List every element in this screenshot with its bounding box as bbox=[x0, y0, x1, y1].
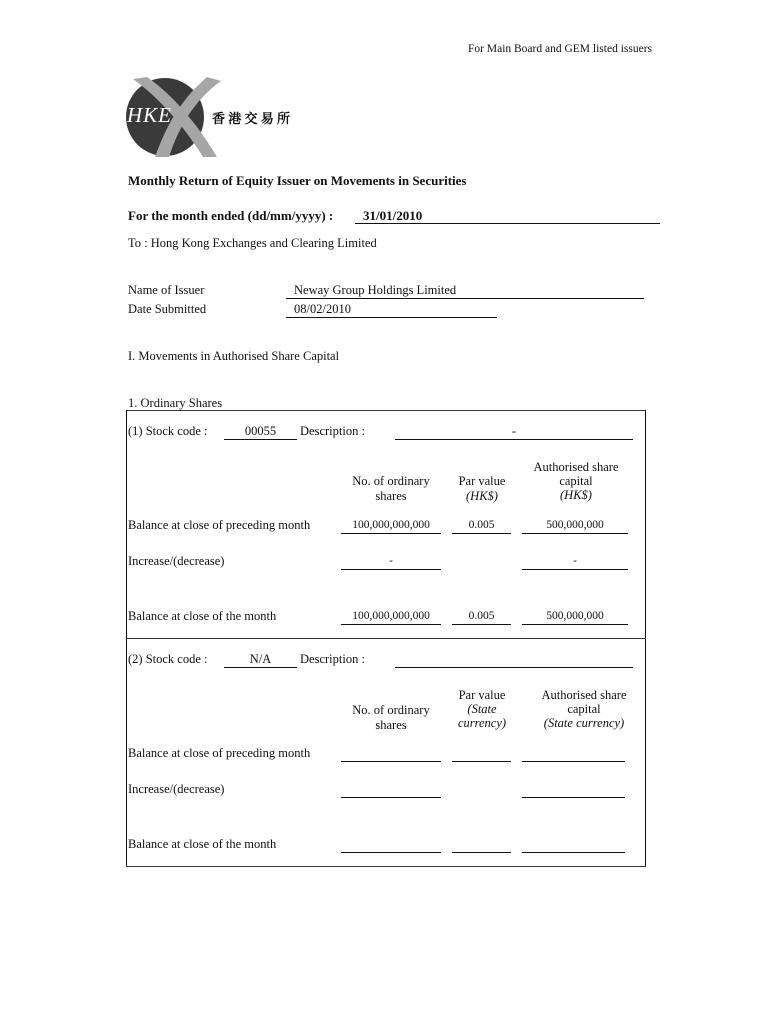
row-shares-underline bbox=[341, 624, 441, 625]
document-title: Monthly Return of Equity Issuer on Movements in Securities bbox=[128, 173, 467, 188]
header-note: For Main Board and GEM listed issuers bbox=[468, 43, 652, 55]
stock-code-underline bbox=[224, 667, 297, 668]
row-shares-underline bbox=[341, 761, 441, 762]
row-capital-underline bbox=[522, 533, 628, 534]
description-underline bbox=[395, 667, 633, 668]
row-capital-underline bbox=[522, 852, 625, 853]
issuer-name-value: Neway Group Holdings Limited bbox=[294, 283, 457, 297]
subsection-title: 1. Ordinary Shares bbox=[128, 396, 223, 410]
row-shares-underline bbox=[341, 569, 441, 570]
row-label: Balance at close of the month bbox=[128, 837, 277, 851]
col-header-shares bbox=[340, 474, 442, 504]
table-top-border bbox=[126, 410, 646, 411]
row-capital-underline bbox=[522, 624, 628, 625]
row-par-value: 0.005 bbox=[468, 519, 495, 531]
hkex-logo bbox=[125, 75, 225, 159]
month-ended-value: 31/01/2010 bbox=[363, 208, 423, 223]
row-par-underline bbox=[452, 852, 511, 853]
date-submitted-underline bbox=[286, 317, 497, 318]
col-header-par bbox=[448, 688, 516, 730]
row-par-underline bbox=[452, 533, 511, 534]
row-shares-value: 100,000,000,000 bbox=[352, 519, 430, 531]
col-header-capital bbox=[530, 460, 622, 502]
row-par-underline bbox=[452, 761, 511, 762]
stock-code-value: 00055 bbox=[244, 424, 277, 438]
col-header-shares bbox=[340, 703, 442, 733]
date-submitted-value: 08/02/2010 bbox=[294, 302, 351, 316]
issuer-name-underline bbox=[286, 298, 644, 299]
table-bottom-border bbox=[126, 866, 646, 867]
section-title: I. Movements in Authorised Share Capital bbox=[128, 349, 340, 363]
row-par-underline bbox=[452, 624, 511, 625]
row-shares-value: - bbox=[389, 555, 393, 567]
row-capital-value: 500,000,000 bbox=[546, 610, 604, 622]
col-header-capital-unit: (State currency) bbox=[543, 716, 625, 730]
col-header-capital-text: Authorised share capital bbox=[541, 688, 627, 716]
stock-code-label: (1) Stock code : bbox=[128, 424, 208, 438]
description-label: Description : bbox=[300, 652, 365, 666]
description-underline bbox=[395, 439, 633, 440]
month-ended-label: For the month ended (dd/mm/yyyy) : bbox=[128, 208, 334, 223]
logo-chinese-text: 香 港 交 易 所 bbox=[212, 111, 291, 126]
col-header-capital bbox=[530, 688, 638, 730]
col-header-capital-text: Authorised share capital bbox=[533, 460, 619, 488]
row-label: Increase/(decrease) bbox=[128, 554, 225, 568]
col-header-par-text: Par value bbox=[458, 688, 506, 702]
row-par-value: 0.005 bbox=[468, 610, 495, 622]
row-label: Balance at close of the month bbox=[128, 609, 277, 623]
col-header-par bbox=[452, 474, 512, 504]
logo-latin-text: HKE bbox=[127, 103, 172, 127]
row-capital-value: 500,000,000 bbox=[546, 519, 604, 531]
row-shares-underline bbox=[341, 533, 441, 534]
row-shares-value: 100,000,000,000 bbox=[352, 610, 430, 622]
col-header-par-text: Par value bbox=[458, 474, 506, 488]
date-submitted-label: Date Submitted bbox=[128, 302, 207, 316]
row-shares-underline bbox=[341, 797, 441, 798]
col-header-capital-unit: (HK$) bbox=[560, 488, 592, 502]
description-label: Description : bbox=[300, 424, 365, 438]
col-header-par-unit: currency) bbox=[457, 716, 507, 730]
col-header-par-unit: (HK$) bbox=[466, 489, 498, 503]
row-label: Balance at close of preceding month bbox=[128, 518, 311, 532]
row-capital-underline bbox=[522, 797, 625, 798]
month-ended-underline bbox=[355, 223, 660, 224]
row-shares-underline bbox=[341, 852, 441, 853]
stock-code-label: (2) Stock code : bbox=[128, 652, 208, 666]
stock-code-value: N/A bbox=[249, 652, 272, 666]
table-divider bbox=[126, 638, 646, 639]
row-label: Balance at close of preceding month bbox=[128, 746, 311, 760]
description-value: - bbox=[511, 424, 517, 438]
row-capital-underline bbox=[522, 569, 628, 570]
stock-code-underline bbox=[224, 439, 297, 440]
to-line: To : Hong Kong Exchanges and Clearing Limited bbox=[128, 236, 377, 250]
col-header-shares-text: No. of ordinary shares bbox=[352, 474, 430, 503]
row-capital-value: - bbox=[573, 555, 577, 567]
row-label: Increase/(decrease) bbox=[128, 782, 225, 796]
col-header-shares-text: No. of ordinary shares bbox=[352, 703, 430, 732]
col-header-par-unit: (State bbox=[467, 702, 497, 716]
row-capital-underline bbox=[522, 761, 625, 762]
issuer-name-label: Name of Issuer bbox=[128, 283, 205, 297]
